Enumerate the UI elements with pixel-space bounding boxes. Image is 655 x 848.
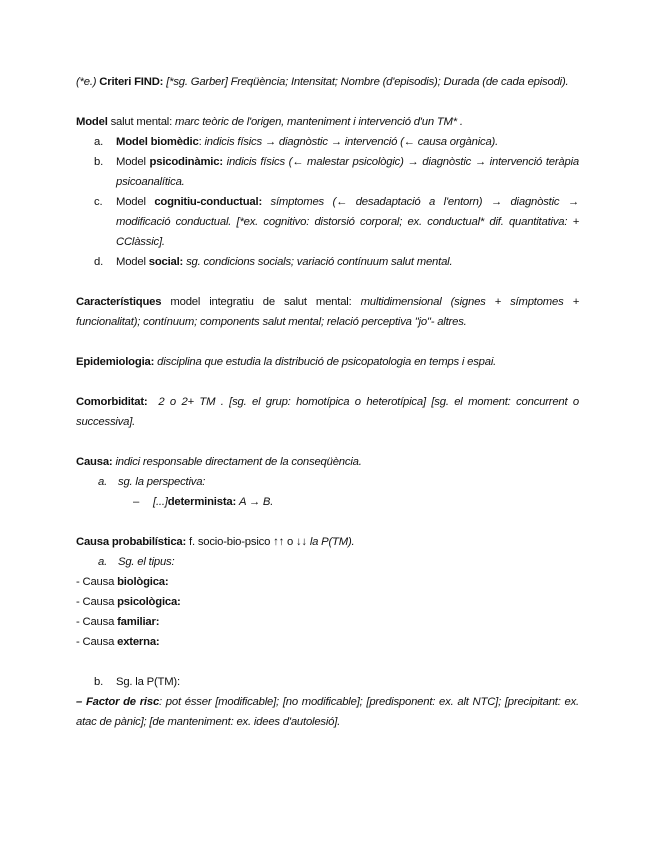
list-marker: a. xyxy=(94,136,104,148)
model-type-name: Model biomèdic xyxy=(116,136,199,148)
list-item xyxy=(76,152,579,192)
model-type-text: sg. condicions socials; variació contínuum salut mental. xyxy=(186,256,453,268)
list-marker: a. xyxy=(98,476,108,488)
model-type-pre: Model xyxy=(116,156,146,168)
list-marker: b. xyxy=(94,156,104,168)
cause-type-item xyxy=(76,592,579,612)
cause-type-pre: - Causa xyxy=(76,616,115,628)
find-paragraph xyxy=(76,72,579,92)
model-type-text: indicis físics (← malestar psicològic) → diagnòstic → intervenció teràpia psicoanalítica. xyxy=(116,156,579,188)
epidemiologia-title: Epidemiologia: xyxy=(76,356,155,368)
model-list xyxy=(76,132,579,272)
model-type-name: psicodinàmic: xyxy=(149,156,223,168)
model-type-pre: Model xyxy=(116,256,146,268)
comorbiditat-title: Comorbiditat: xyxy=(76,396,148,408)
causa-prob-paragraph xyxy=(76,532,579,552)
caracteristiques-definition: multidimensional (signes + símptomes + funcionalitat); contínuum; components salut mental; relació perceptiva "jo"- altres. xyxy=(76,296,579,328)
model-type-name: social: xyxy=(148,256,184,268)
causa-paragraph xyxy=(76,452,579,472)
causa-prob-tail: la P(TM). xyxy=(309,536,355,548)
model-paragraph xyxy=(76,112,579,132)
model-title: Model xyxy=(76,116,108,128)
causa-bullet-bold: determinista: xyxy=(167,496,237,508)
epidemiologia-paragraph xyxy=(76,352,579,372)
dash-marker: – xyxy=(133,496,140,508)
list-marker: a. xyxy=(98,556,108,568)
model-rest: salut mental: xyxy=(110,116,173,128)
causa-sub-text: sg. la perspectiva: xyxy=(118,476,206,488)
factor-paragraph xyxy=(76,692,579,732)
list-marker: d. xyxy=(94,256,104,268)
cause-type-pre: - Causa xyxy=(76,636,115,648)
model-type-name: cognitiu-conductual: xyxy=(154,196,263,208)
causa-prob-title: Causa probabilística: xyxy=(76,536,187,548)
causa-bullet-text: A → B. xyxy=(239,496,274,508)
cause-type-name: externa: xyxy=(117,636,160,648)
cause-type-item xyxy=(76,612,579,632)
cause-type-pre: - Causa xyxy=(76,596,115,608)
find-body: [*sg. Garber] Freqüència; Intensitat; Nombre (d'episodis); Durada (de cada episodi). xyxy=(166,76,569,88)
caracteristiques-title: Característiques xyxy=(76,296,162,308)
comorbiditat-definition: 2 o 2+ TM . [sg. el grup: homotípica o heterotípica] [sg. el moment: concurrent o successiva]. xyxy=(76,396,579,428)
factor-definition: : pot ésser [modificable]; [no modificable]; [predisponent: ex. alt NTC]; [precipitant: ex. atac de pànic]; [de manteniment: ex. idees d'autolesió]. xyxy=(76,696,579,728)
caracteristiques-rest: model integratiu de salut mental: xyxy=(170,296,352,308)
list-item xyxy=(76,252,579,272)
list-marker: b. xyxy=(94,676,104,688)
causa-sub-item xyxy=(76,472,579,492)
find-title: Criteri FIND: xyxy=(99,76,164,88)
list-item xyxy=(76,192,579,252)
cause-type-pre: - Causa xyxy=(76,576,115,588)
cause-type-item xyxy=(76,572,579,592)
cause-type-name: familiar: xyxy=(117,616,160,628)
list-item xyxy=(76,132,579,152)
model-definition: marc teòric de l'origen, manteniment i intervenció d'un TM* . xyxy=(175,116,463,128)
causa-prob-sub-text: Sg. el tipus: xyxy=(118,556,175,568)
caracteristiques-paragraph xyxy=(76,292,579,332)
factor-dash: – xyxy=(76,696,83,708)
model-type-pre: Model xyxy=(116,196,146,208)
cause-type-name: psicològica: xyxy=(117,596,181,608)
cause-type-item xyxy=(76,632,579,652)
causa-bullet-pre: [...] xyxy=(153,496,168,508)
list-marker: c. xyxy=(94,196,103,208)
causa-prob-sub-item xyxy=(76,552,579,572)
causa-prob-rest: f. socio-bio-psico ↑↑ o ↓↓ xyxy=(189,536,307,548)
find-prefix: (*e.) xyxy=(76,76,97,88)
causa-definition: indici responsable directament de la conseqüència. xyxy=(115,456,362,468)
model-type-text: indicis físics → diagnòstic → intervenció (← causa orgànica). xyxy=(204,136,499,148)
cause-type-name: biològica: xyxy=(117,576,169,588)
causa-prob-b-item xyxy=(76,672,579,692)
factor-title: Factor de risc xyxy=(85,696,160,708)
model-type-text: símptomes (← desadaptació a l'entorn) → diagnòstic → modificació conductual. [*ex. cognitivo: distorsió corporal; ex. conductual* dif. quantitativa: + CClàssic]. xyxy=(116,196,579,248)
epidemiologia-definition: disciplina que estudia la distribució de psicopatologia en temps i espai. xyxy=(157,356,497,368)
causa-bullet xyxy=(76,492,579,512)
comorbiditat-paragraph xyxy=(76,392,579,432)
model-type-post: : xyxy=(198,136,202,148)
causa-title: Causa: xyxy=(76,456,113,468)
causa-prob-b-text: Sg. la P(TM): xyxy=(116,676,180,688)
